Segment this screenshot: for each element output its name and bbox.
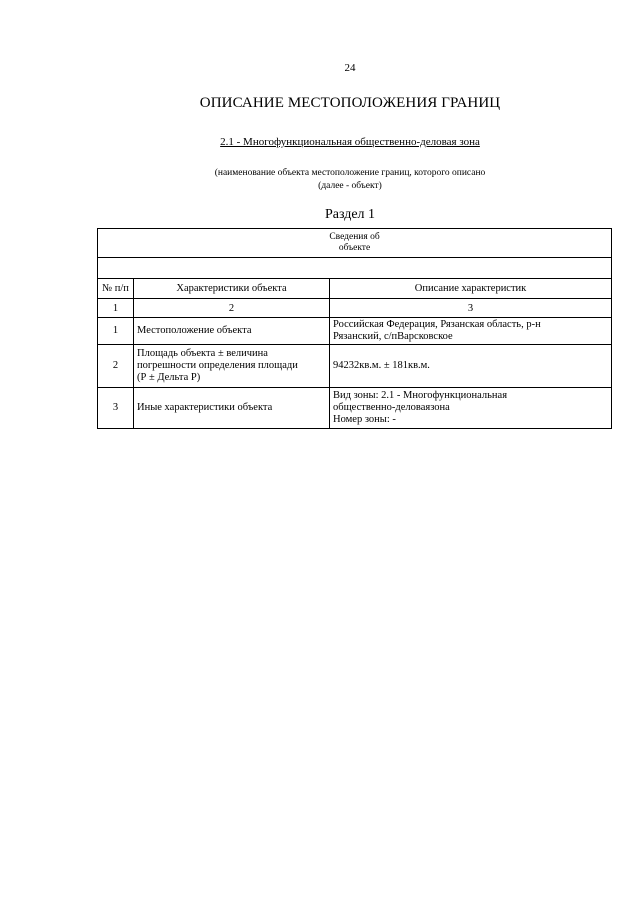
- document-title: ОПИСАНИЕ МЕСТОПОЛОЖЕНИЯ ГРАНИЦ: [199, 95, 501, 111]
- description-line: Вид зоны: 2.1 - Многофункциональная: [333, 390, 508, 401]
- column-header-characteristic: Характеристики объекта: [134, 279, 330, 299]
- section-title: Раздел 1: [324, 207, 376, 222]
- description-line: Российская Федерация, Рязанская область, р-н: [333, 319, 541, 330]
- table-header-line-2: объекте: [338, 243, 371, 253]
- column-number-1: 1: [98, 299, 134, 318]
- row-description: [330, 318, 612, 345]
- row-characteristic: Иные характеристики объекта: [134, 388, 330, 429]
- caption-line-1: (наименование объекта местоположение границ, которого описано: [214, 168, 486, 178]
- page-number: 24: [344, 62, 356, 74]
- table-row: [98, 388, 612, 429]
- row-characteristic: Местоположение объекта: [134, 318, 330, 345]
- table-empty-row: [98, 258, 612, 279]
- characteristic-line: погрешности определения площади: [137, 360, 298, 371]
- table-row: [98, 345, 612, 388]
- column-number-2: 2: [134, 299, 330, 318]
- table-header-title: [98, 229, 612, 258]
- table-row: [98, 318, 612, 345]
- characteristic-line: (Р ± Дельта Р): [137, 372, 201, 383]
- table-header-line-1: Сведения об: [329, 232, 380, 242]
- row-characteristic: [134, 345, 330, 388]
- zone-name: [0, 136, 640, 148]
- row-description: [330, 388, 612, 429]
- column-header-num: № п/п: [98, 279, 134, 299]
- column-number-3: 3: [330, 299, 612, 318]
- row-description: 94232кв.м. ± 181кв.м.: [330, 345, 612, 388]
- row-number: 1: [98, 318, 134, 345]
- characteristic-line: Площадь объекта ± величина: [137, 348, 268, 359]
- row-number: 3: [98, 388, 134, 429]
- column-header-description: Описание характеристик: [330, 279, 612, 299]
- description-line: Номер зоны: -: [333, 414, 396, 425]
- row-number: 2: [98, 345, 134, 388]
- description-line: Рязанский, с/пВарсковское: [333, 331, 453, 342]
- zone-name-text: 2.1 - Многофункциональная общественно-деловая зона: [220, 136, 480, 148]
- caption: [0, 167, 640, 193]
- description-line: общественно-деловаязона: [333, 402, 450, 413]
- caption-line-2: (далее - объект): [318, 181, 382, 191]
- object-table: [97, 228, 612, 429]
